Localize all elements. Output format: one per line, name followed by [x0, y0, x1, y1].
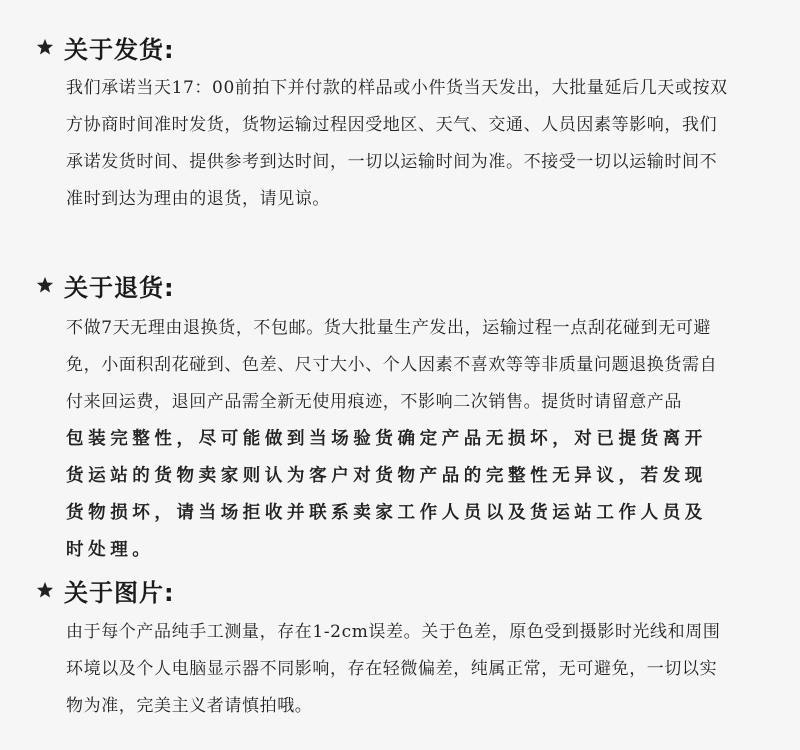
paragraph [66, 70, 728, 218]
star-icon [36, 276, 54, 294]
text-line: 货运站的货物卖家则认为客户对货物产品的完整性无异议，若发现 [66, 466, 707, 486]
section-heading [36, 268, 175, 302]
text-line: 不做7天无理由退换货，不包邮。货大批量生产发出，运输过程一点刮花碰到无可避 [66, 318, 712, 338]
text-line: 承诺发货时间、提供参考到达时间，一切以运输时间为准。不接受一切以运输时间不 [66, 152, 718, 172]
text-line: 环境以及个人电脑显示器不同影响，存在轻微偏差，纯属正常，无可避免，一切以实 [66, 659, 718, 679]
text-line: 时处理。 [66, 540, 155, 560]
text-line: 准时到达为理由的退货，请见谅。 [66, 189, 330, 209]
heading-text: 关于图片: [64, 578, 175, 607]
text-line: 方协商时间准时发货，货物运输过程因受地区、天气、交通、人员因素等影响，我们 [66, 115, 718, 135]
heading-text: 关于发货: [64, 35, 175, 64]
text-line: 付来回运费，退回产品需全新无使用痕迹，不影响二次销售。提货时请留意产品 [66, 392, 682, 412]
text-line: 包装完整性，尽可能做到当场验货确定产品无损坏，对已提货离开 [66, 429, 707, 449]
section-heading [36, 30, 175, 64]
text-line: 免，小面积刮花碰到、色差、尺寸大小、个人因素不喜欢等等非质量问题退换货需自 [66, 355, 718, 375]
text-line: 物为准，完美主义者请慎拍哦。 [66, 696, 313, 716]
section-heading [36, 573, 175, 607]
paragraph [66, 614, 720, 725]
text-line: 货物损坏，请当场拒收并联系卖家工作人员以及货运站工作人员及 [66, 503, 707, 523]
star-icon [36, 38, 54, 56]
paragraph [66, 310, 717, 569]
heading-text: 关于退货: [64, 273, 175, 302]
text-line: 我们承诺当天17：00前拍下并付款的样品或小件货当天发出，大批量延后几天或按双 [66, 78, 728, 98]
star-icon [36, 581, 54, 599]
text-line: 由于每个产品纯手工测量，存在1-2cm误差。关于色差，原色受到摄影时光线和周围 [66, 622, 721, 642]
